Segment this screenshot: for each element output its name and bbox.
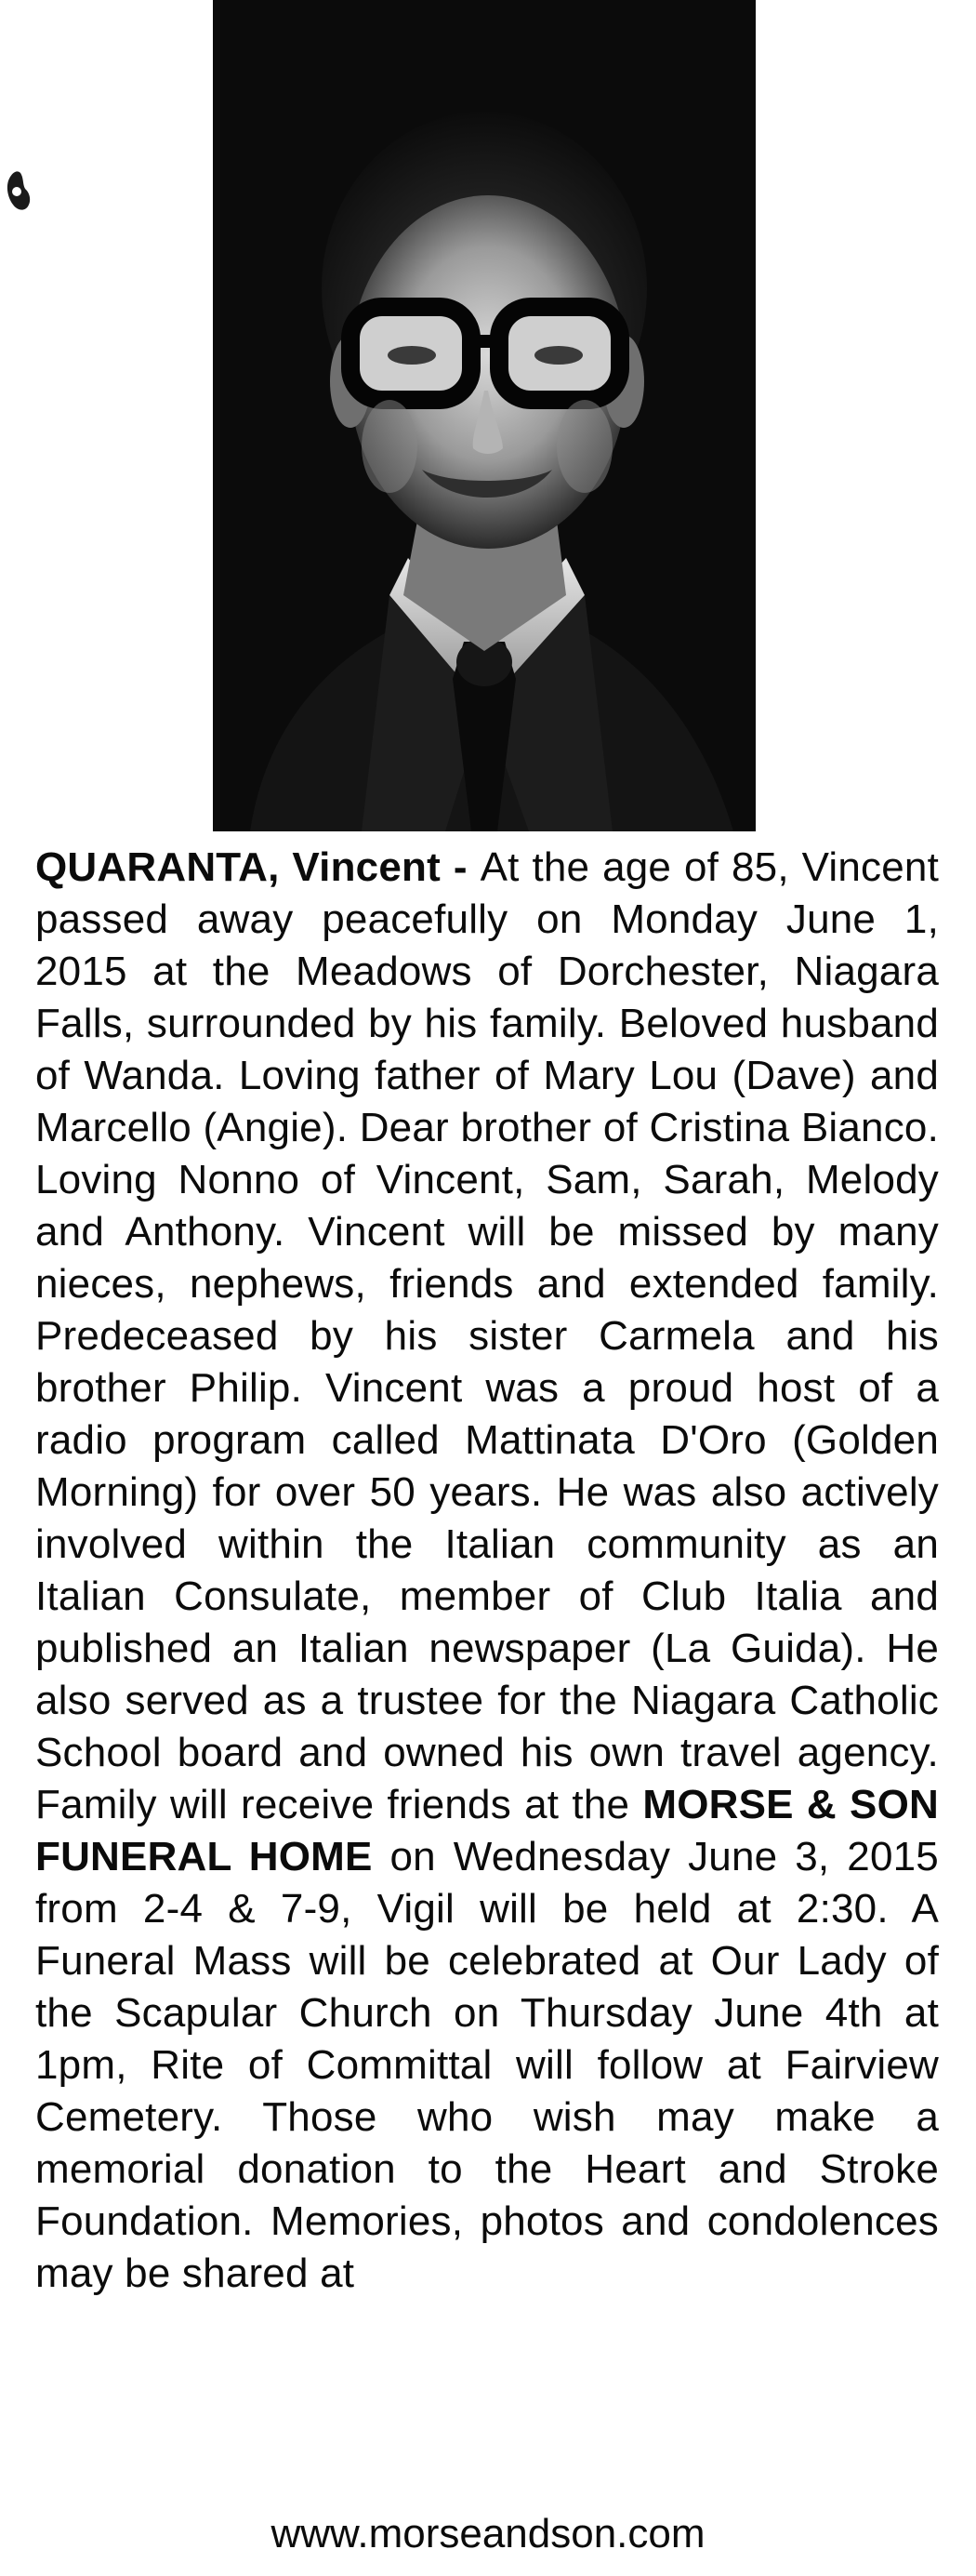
obituary-text <box>35 842 939 2300</box>
portrait-photo <box>213 0 756 831</box>
funeral-home-name: MORSE & SON FUNERAL HOME <box>35 1782 940 1879</box>
name-dash: - <box>440 844 481 890</box>
website-link[interactable]: www.morseandson.com <box>270 2511 706 2556</box>
obituary-intro: At the age of 85, Vincent passed away peacefully on Monday June 1, 2015 at the Meadows of Dorchester, Niagara Falls, surrounded by his family. Beloved husband of Wanda. Loving father of Mary Lou (Dave) and Marcello (Angie). Dear brother of Cristina Bianco. Loving Nonno of Vincent, Sam, Sarah, Melody and Anthony. Vincent will be missed by many nieces, nephews, friends and extended family. Predeceased by his sister Carmela and his brother Philip. Vincent was a proud host of a radio program called Mattinata D'Oro (Golden Morning) for over 50 years. He was also actively involved within the Italian community as an Italian Consulate, member of Club Italia and published an Italian newspaper (La Guida). He also served as a trustee for the Niagara Catholic School board and owned his own travel agency. Family will receive friends at the <box>35 844 940 1827</box>
ink-speck <box>4 166 35 216</box>
obituary-details: on Wednesday June 3, 2015 from 2-4 & 7-9, Vigil will be held at 2:30. A Funeral Mass will be celebrated at Our Lady of the Scapular Church on Thursday June 4th at 1pm, Rite of Committal will follow at Fairview Cemetery. Those who wish may make a memorial donation to the Heart and Stroke Foundation. Memories, photos and condolences may be shared at <box>35 1834 939 2296</box>
deceased-name: QUARANTA, Vincent <box>35 844 441 890</box>
